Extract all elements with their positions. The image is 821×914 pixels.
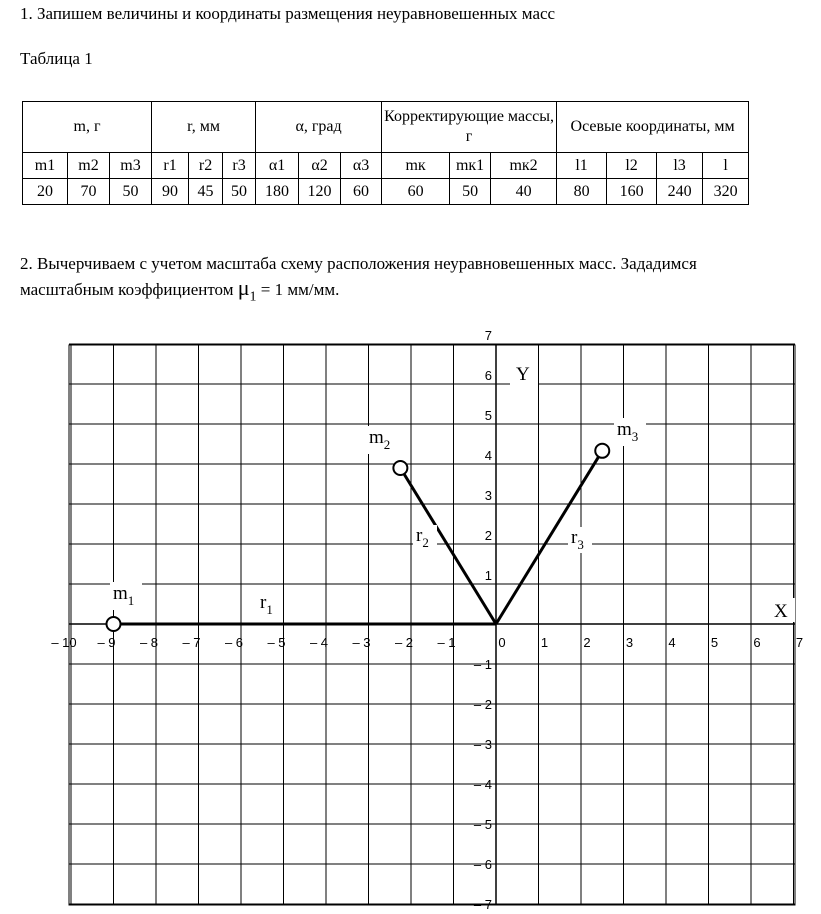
- x-tick-label: – 4: [309, 635, 329, 650]
- y-tick-label: 2: [484, 528, 492, 543]
- mass-label-index: 3: [631, 429, 639, 444]
- column-header: α1: [256, 153, 299, 179]
- group-header: Корректирующие массы, г: [382, 102, 557, 153]
- column-header: l: [703, 153, 749, 179]
- x-axis-label: X: [774, 601, 788, 622]
- mu-index: 1: [249, 289, 257, 305]
- y-tick-label: – 3: [473, 737, 492, 752]
- y-tick-label: 5: [484, 408, 492, 423]
- column-header: m3: [110, 153, 152, 179]
- column-header: r3: [223, 153, 256, 179]
- y-tick-label: – 7: [473, 897, 492, 912]
- table-cell: 45: [189, 179, 223, 205]
- column-header: r2: [189, 153, 223, 179]
- group-header: m, г: [23, 102, 152, 153]
- group-header: r, мм: [152, 102, 256, 153]
- x-tick-label: 0: [498, 635, 506, 650]
- table-cell: 50: [450, 179, 491, 205]
- column-header: mк2: [491, 153, 557, 179]
- x-tick-label: 2: [583, 635, 591, 650]
- column-header: α3: [341, 153, 382, 179]
- x-tick-label: 7: [795, 635, 804, 650]
- y-tick-label: 6: [484, 368, 492, 383]
- radius-label-letter: r: [571, 527, 578, 548]
- x-tick-label: – 6: [224, 635, 244, 650]
- column-header: r1: [152, 153, 189, 179]
- mass-label-index: 1: [127, 593, 135, 608]
- x-tick-label: 3: [625, 635, 634, 650]
- table-cell: 240: [657, 179, 703, 205]
- column-header: l3: [657, 153, 703, 179]
- y-tick-label: – 2: [473, 697, 492, 712]
- mass-point-1: [107, 617, 121, 631]
- radius-label-index: 1: [266, 602, 273, 617]
- y-tick-label: – 6: [473, 857, 492, 872]
- x-tick-label: 5: [710, 635, 719, 650]
- table-cell: 320: [703, 179, 749, 205]
- table-cell: 60: [341, 179, 382, 205]
- x-tick-label: – 5: [267, 635, 286, 650]
- x-tick-label: – 7: [182, 635, 201, 650]
- x-tick-label: 1: [540, 635, 549, 650]
- x-tick-label: – 10: [51, 635, 77, 650]
- mass-point-2: [393, 461, 407, 475]
- radius-label-letter: r: [416, 525, 423, 546]
- table-cell: 80: [557, 179, 607, 205]
- line-2-text: масштабным коэффициентом: [20, 280, 234, 299]
- radius-label-index: 3: [577, 537, 584, 552]
- y-tick-label: – 4: [473, 777, 492, 792]
- table-caption: Таблица 1: [20, 49, 93, 68]
- table-cell: 50: [110, 179, 152, 205]
- group-header: Осевые координаты, мм: [557, 102, 749, 153]
- y-tick-label: – 5: [473, 817, 492, 832]
- mass-point-3: [595, 444, 609, 458]
- column-header: mк: [382, 153, 450, 179]
- radius-label-index: 2: [422, 535, 429, 550]
- y-axis-label: Y: [516, 364, 530, 385]
- x-tick-label: – 1: [437, 635, 456, 650]
- heading-1: 1. Запишем величины и координаты размещения неуравновешенных масс: [20, 4, 556, 23]
- column-header: m2: [68, 153, 110, 179]
- group-header: α, град: [256, 102, 382, 153]
- column-header: α2: [299, 153, 341, 179]
- column-header: l2: [607, 153, 657, 179]
- x-tick-label: – 2: [394, 635, 414, 650]
- table-cell: 180: [256, 179, 299, 205]
- column-header: m1: [23, 153, 68, 179]
- x-tick-label: 6: [753, 635, 761, 650]
- column-header: mк1: [450, 153, 491, 179]
- table-cell: 160: [607, 179, 657, 205]
- x-tick-label: – 9: [97, 635, 116, 650]
- mu-value: = 1 мм/мм.: [260, 280, 340, 299]
- table-cell: 60: [382, 179, 450, 205]
- mass-label-index: 2: [383, 437, 391, 452]
- table-cell: 120: [299, 179, 341, 205]
- column-header: l1: [557, 153, 607, 179]
- table-cell: 50: [223, 179, 256, 205]
- paragraph-2-line-1: 2. Вычерчиваем с учетом масштаба схему расположения неуравновешенных масс. Зададимся: [20, 254, 697, 273]
- y-tick-label: 3: [484, 488, 492, 503]
- table-cell: 20: [23, 179, 68, 205]
- y-tick-label: 4: [484, 448, 492, 463]
- mass-label-letter: m: [617, 419, 632, 440]
- x-tick-label: – 3: [352, 635, 371, 650]
- mass-label-letter: m: [369, 427, 384, 448]
- radius-label-letter: r: [260, 592, 267, 613]
- y-tick-label: – 1: [473, 657, 492, 672]
- table-cell: 90: [152, 179, 189, 205]
- table-cell: 70: [68, 179, 110, 205]
- y-tick-label: 1: [484, 568, 492, 583]
- table-cell: 40: [491, 179, 557, 205]
- mass-label-letter: m: [113, 583, 128, 604]
- mu-symbol: μ: [237, 275, 250, 300]
- x-tick-label: 4: [668, 635, 676, 650]
- x-tick-label: – 8: [139, 635, 159, 650]
- y-tick-label: 7: [484, 328, 492, 343]
